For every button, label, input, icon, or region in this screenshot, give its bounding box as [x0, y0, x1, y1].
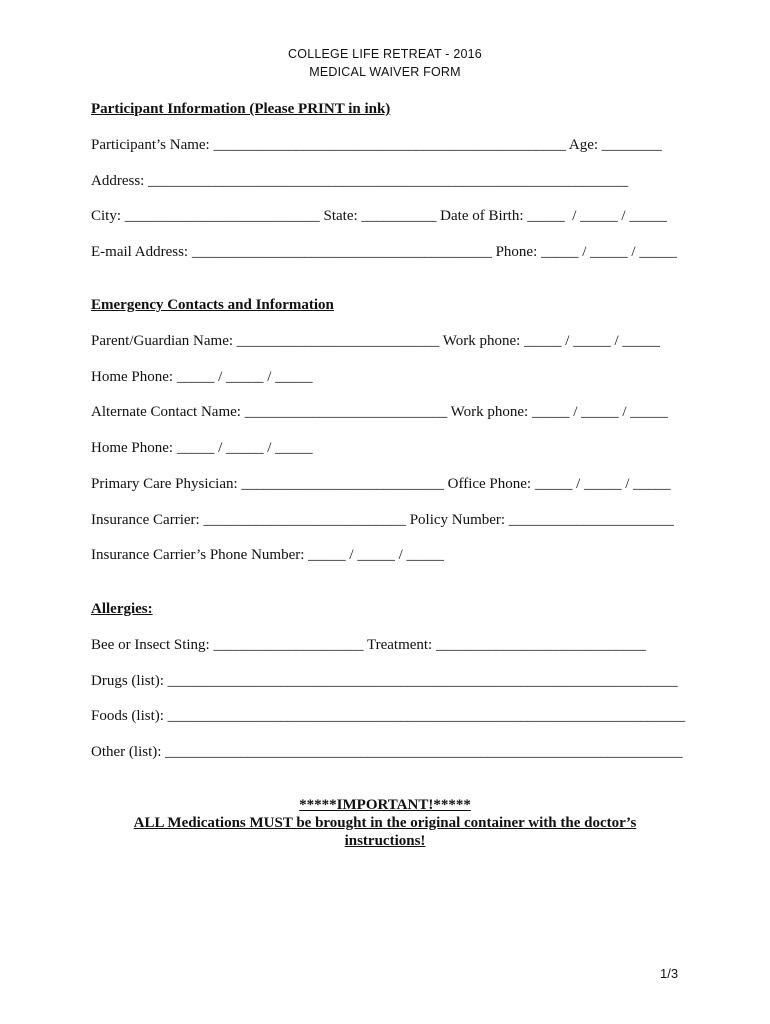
alternate-contact-field: Alternate Contact Name: ___________________________ Work phone: _____ / _____ / _____ [91, 404, 668, 420]
address-field: Address: ________________________________________________________________ [91, 173, 629, 189]
page-number: 1/3 [660, 966, 679, 981]
insurance-phone-field: Insurance Carrier’s Phone Number: _____ / _____ / _____ [91, 547, 444, 563]
bee-sting-field: Bee or Insect Sting: ____________________ Treatment: ____________________________ [91, 637, 646, 653]
form-title-line1: COLLEGE LIFE RETREAT - 2016 [288, 47, 482, 61]
participant-name-field: Participant’s Name: _______________________________________________ Age: ________ [91, 137, 662, 153]
guardian-home-phone-field: Home Phone: _____ / _____ / _____ [91, 369, 313, 385]
section-heading-participant: Participant Information (Please PRINT in ink) [91, 101, 391, 117]
important-banner: *****IMPORTANT!***** [299, 797, 471, 813]
form-title-line2: MEDICAL WAIVER FORM [309, 65, 461, 79]
important-text-line2: instructions! [344, 833, 426, 849]
city-state-dob-field: City: __________________________ State: __________ Date of Birth: _____ / _____ / _____ [91, 208, 667, 224]
email-phone-field: E-mail Address: ________________________________________ Phone: _____ / _____ / _____ [91, 244, 677, 260]
drugs-field: Drugs (list): ____________________________________________________________________ [91, 673, 678, 689]
section-heading-emergency: Emergency Contacts and Information [91, 297, 334, 313]
insurance-field: Insurance Carrier: ___________________________ Policy Number: ______________________ [91, 512, 674, 528]
other-field: Other (list): _____________________________________________________________________ [91, 744, 683, 760]
section-heading-allergies: Allergies: [91, 601, 153, 617]
guardian-field: Parent/Guardian Name: ___________________________ Work phone: _____ / _____ / _____ [91, 333, 660, 349]
physician-field: Primary Care Physician: ___________________________ Office Phone: _____ / _____ / _____ [91, 476, 671, 492]
alternate-home-phone-field: Home Phone: _____ / _____ / _____ [91, 440, 313, 456]
foods-field: Foods (list): _____________________________________________________________________ [91, 708, 686, 724]
important-text-line1: ALL Medications MUST be brought in the original container with the doctor’s [133, 815, 637, 831]
